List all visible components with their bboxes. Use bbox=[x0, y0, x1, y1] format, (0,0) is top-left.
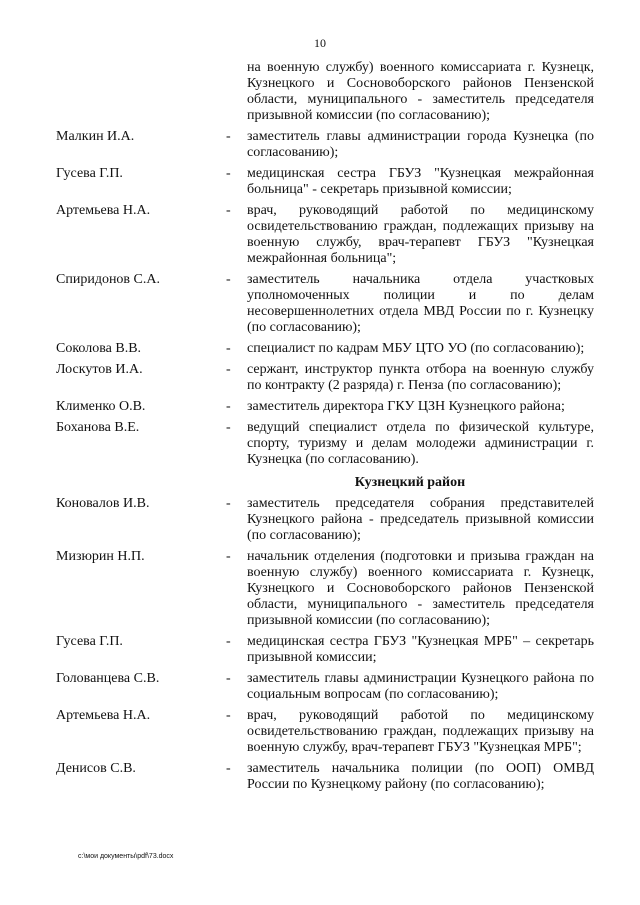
dash-separator: - bbox=[226, 362, 231, 377]
member-name: Боханова В.Е. bbox=[56, 420, 140, 435]
member-row bbox=[56, 399, 594, 415]
member-name: Спиридонов С.А. bbox=[56, 272, 160, 287]
member-row bbox=[56, 272, 594, 336]
member-name: Артемьева Н.А. bbox=[56, 203, 151, 218]
member-row bbox=[56, 671, 594, 703]
page-number: 10 bbox=[314, 36, 326, 50]
member-role: ведущий специалист отдела по физической культуре, спорту, туризму и делам молодежи администрации г. Кузнецка (по согласованию). bbox=[247, 420, 594, 467]
member-row bbox=[56, 708, 594, 756]
member-row bbox=[56, 549, 594, 629]
member-role: сержант, инструктор пункта отбора на военную службу по контракту (2 разряда) г. Пенза (по согласованию); bbox=[247, 362, 594, 393]
member-role: медицинская сестра ГБУЗ "Кузнецкая МРБ" – секретарь призывной комиссии; bbox=[247, 634, 594, 665]
dash-separator: - bbox=[226, 341, 231, 356]
dash-separator: - bbox=[226, 549, 231, 564]
dash-separator: - bbox=[226, 129, 231, 144]
city-commission-list bbox=[56, 129, 594, 468]
member-name: Голованцева С.В. bbox=[56, 671, 160, 686]
member-name: Гусева Г.П. bbox=[56, 166, 123, 181]
member-role: заместитель начальника отдела участковых уполномоченных полиции и по делам несовершеннолетних отдела МВД России по г. Кузнецку (по согласованию); bbox=[247, 272, 594, 335]
member-name: Артемьева Н.А. bbox=[56, 708, 151, 723]
member-row bbox=[56, 634, 594, 666]
dash-separator: - bbox=[226, 420, 231, 435]
file-path-footer: c:\мои документы\pdf\73.docx bbox=[78, 853, 174, 860]
member-row bbox=[56, 420, 594, 468]
member-name: Соколова В.В. bbox=[56, 341, 142, 356]
dash-separator: - bbox=[226, 634, 231, 649]
member-role: заместитель главы администрации Кузнецкого района по социальным вопросам (по согласованию); bbox=[247, 671, 594, 702]
member-role: заместитель главы администрации города Кузнецка (по согласованию); bbox=[247, 129, 594, 160]
dash-separator: - bbox=[226, 399, 231, 414]
member-role: начальник отделения (подготовки и призыва граждан на военную службу) военного комиссариата г. Кузнецк, Кузнецкого и Сосновоборского районов Пензенской области, муниципального - заместитель председателя призывной комиссии (по согласованию); bbox=[247, 549, 594, 628]
dash-separator: - bbox=[226, 671, 231, 686]
dash-separator: - bbox=[226, 761, 231, 776]
section-heading: Кузнецкий район bbox=[354, 475, 466, 490]
district-commission-list bbox=[56, 496, 594, 793]
commission-list bbox=[56, 60, 594, 793]
member-role: заместитель председателя собрания представителей Кузнецкого района - председатель призывной комиссии (по согласованию); bbox=[247, 496, 594, 543]
member-name: Денисов С.В. bbox=[56, 761, 136, 776]
member-row bbox=[56, 203, 594, 267]
member-name: Клименко О.В. bbox=[56, 399, 146, 414]
continued-role-text: на военную службу) военного комиссариата г. Кузнецк, Кузнецкого и Сосновоборского районов Пензенской области, муниципального - заместитель председателя призывной комиссии (по согласованию); bbox=[247, 60, 594, 123]
dash-separator: - bbox=[226, 496, 231, 511]
member-name: Коновалов И.В. bbox=[56, 496, 150, 511]
member-row bbox=[56, 166, 594, 198]
member-name: Гусева Г.П. bbox=[56, 634, 123, 649]
dash-separator: - bbox=[226, 166, 231, 181]
member-role: заместитель директора ГКУ ЦЗН Кузнецкого района; bbox=[247, 399, 565, 414]
member-row bbox=[56, 341, 594, 357]
dash-separator: - bbox=[226, 708, 231, 723]
member-row bbox=[56, 362, 594, 394]
dash-separator: - bbox=[226, 272, 231, 287]
member-row bbox=[56, 496, 594, 544]
member-name: Лоскутов И.А. bbox=[56, 362, 143, 377]
member-role: врач, руководящий работой по медицинскому освидетельствованию граждан, подлежащих призыву на военную службу, врач-терапевт ГБУЗ "Кузнецкая МРБ"; bbox=[247, 708, 594, 755]
member-role: медицинская сестра ГБУЗ "Кузнецкая межрайонная больница" - секретарь призывной комиссии; bbox=[247, 166, 594, 197]
member-name: Мизюрин Н.П. bbox=[56, 549, 145, 564]
member-role: врач, руководящий работой по медицинскому освидетельствованию граждан, подлежащих призыву на военную службу, врач-терапевт ГБУЗ "Кузнецкая межрайонная больница"; bbox=[247, 203, 594, 266]
member-role: заместитель начальника полиции (по ООП) ОМВД России по Кузнецкому району (по согласованию); bbox=[247, 761, 594, 792]
member-row bbox=[56, 129, 594, 161]
member-role: специалист по кадрам МБУ ЦТО УО (по согласованию); bbox=[247, 341, 585, 356]
member-row bbox=[56, 761, 594, 793]
dash-separator: - bbox=[226, 203, 231, 218]
member-name: Малкин И.А. bbox=[56, 129, 135, 144]
